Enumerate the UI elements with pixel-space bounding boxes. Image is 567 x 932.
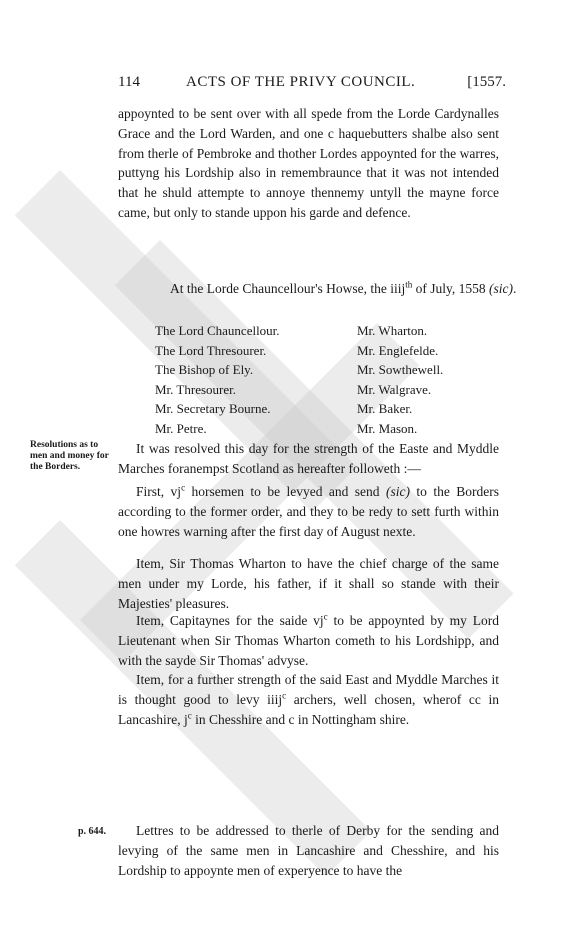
- attendee: Mr. Englefelde.: [357, 342, 439, 358]
- item-second: Item, Sir Thomas Wharton to have the chief charge of the same men under my Lorde, his father, if it shall so stande with their Majesties' pleasures.: [118, 556, 499, 611]
- closing-paragraph: Lettres to be addressed to therle of Derby for the sending and levying of the same men in Lancashire and Chesshire, and his Lordship to appoynte men of experyence to have the: [118, 823, 499, 878]
- item-first: First, $vj^c$ horsemen to be levyed and send (sic) to the Borders according to the former order, and they to be redy to sett furth within one howres warning after the first day of August nexte.: [118, 482, 499, 539]
- attendee: Mr. Baker.: [357, 401, 413, 416]
- running-header: [118, 74, 506, 96]
- attendee: Mr. Thresourer.: [155, 381, 236, 397]
- running-title: ACTS OF THE PRIVY COUNCIL.: [186, 74, 416, 90]
- attendee: Mr. Secretary Bourne.: [155, 401, 271, 416]
- attendee: The Bishop of Ely.: [155, 362, 254, 377]
- opening-paragraph: appoynted to be sent over with all spede from the Lorde Cardynalles Grace and the Lord Warden, and one c haquebutters shalbe also sent from therle of Pembroke and thother Lordes appoynted for the warres, puttyng his Lordship also in remembraunce that it was not intended that he shuld attempte to annoye thennemy untyll the mayne force came, but only to stande uppon his garde and defence.: [118, 106, 499, 220]
- attendee: Mr. Wharton.: [357, 323, 428, 338]
- item-third: Item, Capitaynes for the saide $vj^c$ to be appoynted by my Lord Lieutenant when Sir Thomas Wharton cometh to his Lordshipp, and with the sayde Sir Thomas' advyse.: [118, 611, 499, 668]
- resolution-intro: It was resolved this day for the strength of the Easte and Myddle Marches foranempst Scotland as hereafter followeth :—: [118, 441, 499, 476]
- running-year: [1557.: [467, 74, 506, 90]
- attendee-column-left: [155, 321, 280, 438]
- attendee: Mr. Petre.: [155, 420, 207, 436]
- attendee: Mr. Mason.: [357, 420, 418, 436]
- meeting-heading: At the Lorde Chauncellour's Howse, the iiij$^{th}$ of July, 1558 (sic).: [170, 279, 517, 296]
- attendee: Mr. Walgrave.: [357, 381, 432, 397]
- attendee: The Lord Thresourer.: [155, 342, 267, 358]
- margin-note: Resolutions as to men and money for the Borders.: [30, 440, 109, 472]
- page-number: 114: [118, 74, 140, 90]
- attendee: Mr. Sowthewell.: [357, 362, 444, 377]
- attendee-column-right: [357, 321, 443, 438]
- page-reference: p. 644.: [78, 826, 107, 837]
- item-fourth: Item, for a further strength of the said East and Myddle Marches it is thought good to levy iiij$^c$ archers, well chosen, wherof cc in Lancashire, $j^c$ in Chesshire and c in Nottingham shire.: [118, 672, 499, 727]
- attendee: The Lord Chauncellour.: [155, 323, 280, 338]
